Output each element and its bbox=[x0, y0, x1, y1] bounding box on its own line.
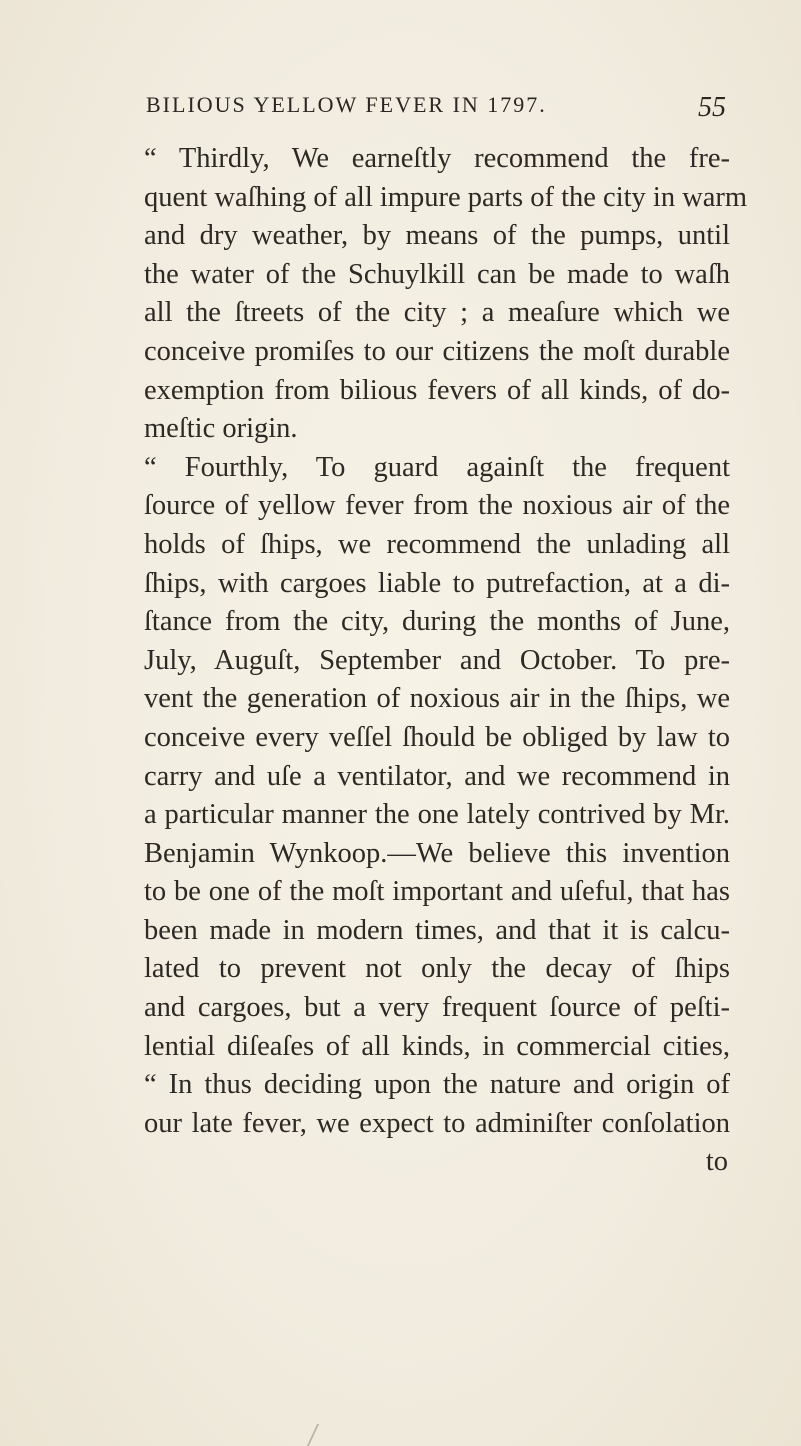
text-line: conceive promiſes to our citizens the moſt durable bbox=[144, 335, 730, 367]
page-number: 55 bbox=[698, 92, 726, 123]
paragraph-thirdly bbox=[144, 140, 748, 449]
text-line: July, Auguſt, September and October. To pre- bbox=[144, 644, 730, 676]
text-line: our late fever, we expect to adminiſter conſolation bbox=[144, 1107, 730, 1139]
catchword: to bbox=[705, 1146, 728, 1178]
text-line: conceive every veſſel ſhould be obliged by law to bbox=[144, 721, 730, 753]
text-line: holds of ſhips, we recommend the unlading all bbox=[144, 528, 730, 560]
text-line: vent the generation of noxious air in the ſhips, we bbox=[144, 683, 730, 715]
text-line: quent waſhing of all impure parts of the city in warm bbox=[144, 181, 748, 213]
text-line: “ Thirdly, We earneſtly recommend the fre- bbox=[144, 143, 730, 174]
text-line: been made in modern times, and that it is calcu- bbox=[144, 914, 730, 946]
text-line: ſource of yellow fever from the noxious air of the bbox=[144, 490, 730, 522]
text-line: ſhips, with cargoes liable to putrefaction, at a di- bbox=[144, 567, 730, 599]
text-line: and cargoes, but a very frequent ſource of peſti- bbox=[144, 992, 730, 1024]
body-text bbox=[144, 140, 748, 1182]
text-line: exemption from bilious fevers of all kinds, of do- bbox=[144, 374, 730, 406]
text-line: ſtance from the city, during the months of June, bbox=[144, 606, 730, 638]
text-line: carry and uſe a ventilator, and we recommend in bbox=[144, 760, 730, 792]
text-line: all the ſtreets of the city ; a meaſure which we bbox=[144, 297, 730, 329]
text-line: a particular manner the one lately contrived by Mr. bbox=[144, 799, 730, 831]
text-line: and dry weather, by means of the pumps, until bbox=[144, 220, 730, 252]
text-line: lated to prevent not only the decay of ſhips bbox=[144, 953, 730, 985]
running-title: BILIOUS YELLOW FEVER IN 1797. bbox=[146, 92, 547, 117]
text-line: “ Fourthly, To guard againſt the frequent bbox=[144, 451, 730, 483]
paragraph-conclusion bbox=[144, 1066, 730, 1143]
text-line: lential diſeaſes of all kinds, in commercial cities, bbox=[144, 1030, 730, 1062]
text-line: meſtic origin. bbox=[144, 413, 298, 445]
text-line: “ In thus deciding upon the nature and origin of bbox=[144, 1069, 730, 1101]
text-line: to be one of the moſt important and uſeful, that has bbox=[144, 876, 730, 908]
text-line: the water of the Schuylkill can be made to waſh bbox=[144, 258, 730, 290]
paragraph-fourthly bbox=[144, 449, 730, 1067]
text-line: Benjamin Wynkoop.—We believe this invention bbox=[144, 837, 730, 869]
paper-blemish bbox=[307, 1424, 325, 1446]
page-header bbox=[146, 92, 726, 132]
